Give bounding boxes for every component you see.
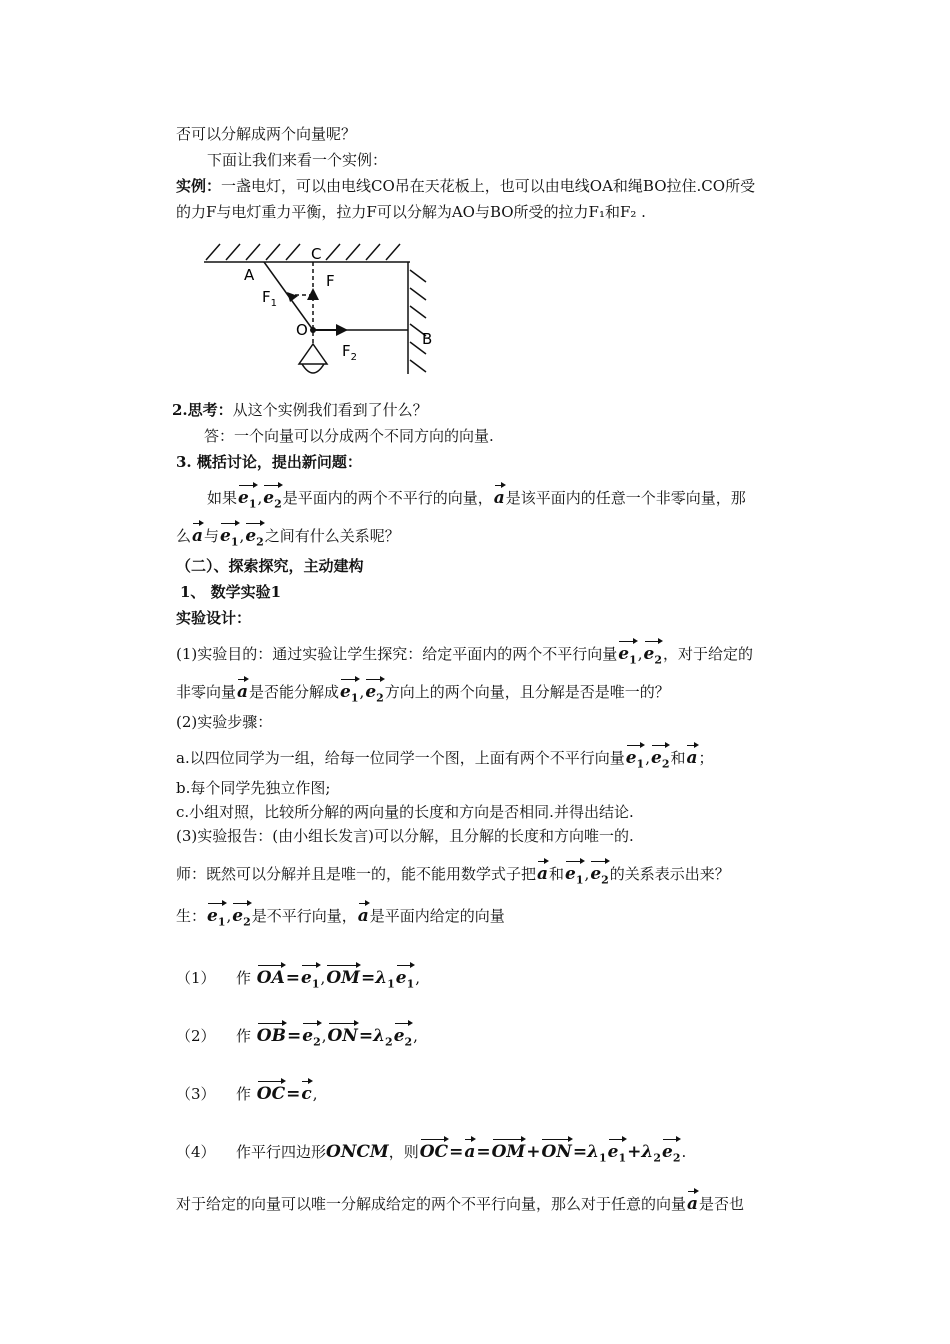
vector-e1: $e_1$ — [220, 520, 238, 552]
t-b: 和 — [549, 865, 565, 883]
zuo: 作 — [236, 1085, 252, 1103]
student-line: 生：$e_1,e_2$是不平行向量，a是平面内给定的向量 — [176, 900, 505, 932]
vector-e1: $e_1$ — [301, 962, 319, 994]
think-line — [172, 400, 428, 420]
vector-oc: OC — [257, 1078, 285, 1104]
t-a: 师：既然可以分解并且是唯一的，能不能用数学式子把 — [176, 865, 537, 883]
steps-heading: (2)实验步骤： — [176, 713, 273, 731]
think-text: 从这个实例我们看到了什么？ — [232, 401, 428, 419]
vector-e1: $e_1$ — [238, 482, 256, 514]
purpose-line-2: 非零向量a是否能分解成$e_1,e_2$方向上的两个向量，且分解是否是唯一的？ — [176, 676, 670, 708]
q2-b: 与 — [204, 527, 220, 545]
q1-b: 是平面内的两个不平行的向量， — [282, 489, 493, 507]
label-f: F — [326, 272, 335, 290]
sa-b: 和 — [670, 749, 686, 767]
vector-e2: $e_2$ — [245, 520, 263, 552]
vector-e2: $e_2$ — [394, 1020, 412, 1052]
step-number: （1） — [176, 969, 216, 987]
vector-om: OM — [326, 962, 360, 988]
q2-a: 么 — [176, 527, 192, 545]
vector-e1: $e_1$ — [565, 858, 583, 890]
last-b: 是否也 — [699, 1195, 745, 1213]
t-c: 的关系表示出来？ — [609, 865, 730, 883]
text-line-1: 否可以分解成两个向量呢？ — [176, 125, 357, 143]
vector-oa: OA — [257, 962, 285, 988]
vector-e2: $e_2$ — [651, 742, 669, 774]
vector-a: a — [687, 1188, 698, 1214]
label-f2: $F_2$ — [342, 342, 358, 363]
s-a: 生： — [176, 907, 207, 925]
p1-b: ，对于给定的 — [663, 645, 754, 663]
vector-a: a — [192, 520, 203, 546]
sa-a: a.以四位同学为一组，给每一位同学一个图，上面有两个不平行向量 — [176, 749, 625, 767]
vector-a: a — [358, 900, 369, 926]
p2-c: 方向上的两个向量，且分解是否是唯一的？ — [384, 683, 670, 701]
vector-e1: $e_1$ — [396, 962, 414, 994]
vector-e1: $e_1$ — [340, 676, 358, 708]
step-number: （4） — [176, 1143, 216, 1161]
experiment-1-heading: 1、 数学实验1 — [180, 583, 282, 601]
vector-e1: $e_1$ — [207, 900, 225, 932]
zuo: 作 — [236, 969, 252, 987]
vector-e2: $e_2$ — [662, 1136, 680, 1168]
q1-a: 如果 — [207, 489, 238, 507]
vector-e2: $e_2$ — [590, 858, 608, 890]
vector-ob: OB — [257, 1020, 286, 1046]
label-a: A — [244, 266, 255, 284]
vector-e2: $e_2$ — [232, 900, 250, 932]
zuo: 作 — [236, 1027, 252, 1045]
p2-a: 非零向量 — [176, 683, 237, 701]
vector-e2: $e_2$ — [263, 482, 281, 514]
s-c: 是平面内给定的向量 — [369, 907, 505, 925]
q2-c: 之间有什么关系呢？ — [264, 527, 400, 545]
step-number: （3） — [176, 1085, 216, 1103]
text-line-2: 下面让我们来看一个实例： — [207, 151, 388, 169]
example-text: 一盏电灯，可以由电线CO吊在天花板上，也可以由电线OA和绳BO拉住.CO所受 — [221, 177, 756, 195]
force-diagram — [196, 240, 436, 380]
report-line: (3)实验报告：(由小组长发言)可以分解，且分解的长度和方向唯一的. — [176, 827, 634, 845]
question-line-1: 如果$e_1,e_2$是平面内的两个不平行的向量，a是该平面内的任意一个非零向量，那 — [207, 482, 746, 514]
teacher-line: 师：既然可以分解并且是唯一的，能不能用数学式子把a和$e_1,e_2$的关系表示出来？ — [176, 858, 730, 890]
step-a: a.以四位同学为一组，给每一位同学一个图，上面有两个不平行向量$e_1,e_2$和a； — [176, 742, 714, 774]
step4-c: ，则 — [388, 1143, 419, 1161]
answer-line: 答：一个向量可以分成两个不同方向的向量. — [204, 427, 494, 445]
step-b: b.每个同学先独立作图; — [176, 779, 331, 797]
example-label: 实例： — [176, 177, 222, 195]
construction-step-2: （2） 作 $OB=e_2,ON=\lambda_2e_2$, — [176, 1020, 418, 1052]
vector-e1: $e_1$ — [618, 638, 636, 670]
construction-step-4: （4） 作平行四边形ONCM，则$OC=a=OM+ON=\lambda_1e_1+\lambda_2e_2$. — [176, 1136, 686, 1168]
vector-om: OM — [492, 1136, 526, 1162]
step-number: （2） — [176, 1027, 216, 1045]
construction-step-3: （3） 作 OC=c, — [176, 1078, 318, 1104]
vector-a: a — [537, 858, 548, 884]
last-a: 对于给定的向量可以唯一分解成给定的两个不平行向量，那么对于任意的向量 — [176, 1195, 687, 1213]
p1-a: (1)实验目的：通过实验让学生探究：给定平面内的两个不平行向量 — [176, 645, 618, 663]
label-b: B — [422, 330, 433, 348]
vector-a: a — [686, 742, 697, 768]
example-line-2: 的力F与电灯重力平衡，拉力F可以分解为AO与BO所受的拉力F₁和F₂ . — [176, 203, 646, 221]
vector-a: a — [464, 1136, 475, 1162]
purpose-line-1: (1)实验目的：通过实验让学生探究：给定平面内的两个不平行向量$e_1,e_2$，对于给定的 — [176, 638, 753, 670]
label-f1: $F_1$ — [262, 288, 278, 309]
sa-c: ； — [698, 749, 714, 767]
vector-a: a — [494, 482, 505, 508]
vector-a: a — [237, 676, 248, 702]
vector-on: ON — [541, 1136, 571, 1162]
question-line-2: 么a与$e_1,e_2$之间有什么关系呢？ — [176, 520, 400, 552]
label-o: O — [296, 321, 308, 339]
step4-b: ONCM — [326, 1142, 389, 1162]
think-label: 2.思考： — [172, 401, 233, 419]
label-c: C — [311, 245, 322, 263]
vector-e2: $e_2$ — [644, 638, 662, 670]
vector-e2: $e_2$ — [365, 676, 383, 708]
vector-e2: $e_2$ — [302, 1020, 320, 1052]
vector-e1: $e_1$ — [608, 1136, 626, 1168]
construction-step-1: （1） 作 $OA=e_1,OM=\lambda_1e_1$, — [176, 962, 420, 994]
vector-oc: OC — [420, 1136, 448, 1162]
q1-c: 是该平面内的任意一个非零向量，那 — [505, 489, 746, 507]
example-line — [176, 176, 755, 196]
section-2-heading: （二）、探索探究，主动建构 — [176, 557, 364, 575]
heading-3: 3. 概括讨论，提出新问题： — [176, 453, 362, 471]
vector-on: ON — [328, 1020, 358, 1046]
closing-line — [176, 1188, 744, 1214]
s-b: 是不平行向量， — [251, 907, 357, 925]
vector-c: c — [301, 1078, 311, 1104]
step4-a: 作平行四边形 — [236, 1143, 327, 1161]
p2-b: 是否能分解成 — [249, 683, 340, 701]
step-c: c.小组对照，比较所分解的两向量的长度和方向是否相同.并得出结论. — [176, 803, 634, 821]
design-heading: 实验设计： — [176, 609, 252, 627]
vector-e1: $e_1$ — [626, 742, 644, 774]
